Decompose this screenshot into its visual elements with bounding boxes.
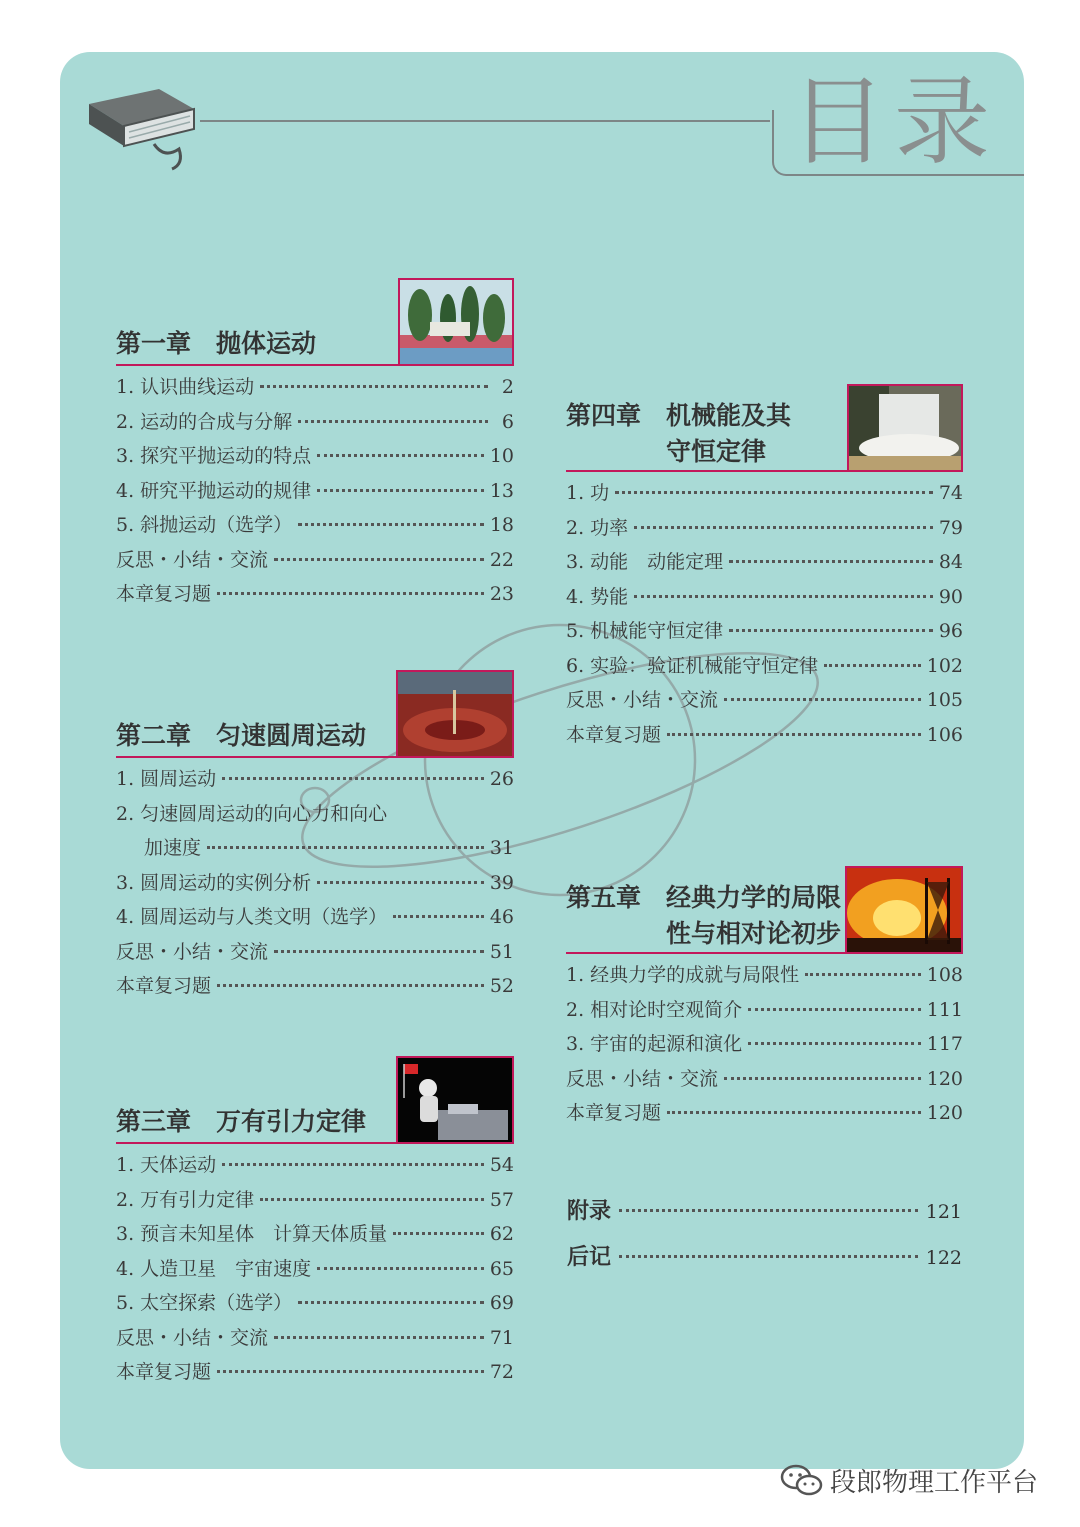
chapter-header <box>116 1056 514 1144</box>
chapter-header <box>566 384 963 472</box>
chapter-3 <box>116 1056 514 1392</box>
afterword-label: 后记 <box>567 1245 612 1270</box>
toc-item[interactable]: 3. 探究平抛运动的特点 10 <box>116 445 514 467</box>
chapter-2 <box>116 670 514 1006</box>
chapter-photo-hourglass <box>845 866 963 954</box>
toc-item[interactable]: 1. 天体运动 54 <box>116 1154 514 1176</box>
toc-item[interactable]: 1. 功 74 <box>566 482 963 504</box>
toc-item[interactable]: 反思・小结・交流 71 <box>116 1326 514 1349</box>
afterword-entry[interactable] <box>567 1240 962 1271</box>
toc-item[interactable]: 1. 圆周运动 26 <box>116 768 514 790</box>
toc-item[interactable]: 3. 动能 动能定理 84 <box>566 551 963 573</box>
chapter-title: 第五章 经典力学的局限 性与相对论初步 <box>566 883 842 948</box>
chapter-item-list <box>116 1150 514 1392</box>
chapter-photo-garden <box>398 278 514 366</box>
chapter-title: 第一章 抛体运动 <box>116 329 317 358</box>
watermark <box>780 1462 1038 1499</box>
chapter-header <box>116 276 514 366</box>
toc-item[interactable]: 5. 太空探索（选学） 69 <box>116 1292 514 1314</box>
book-icon <box>84 84 204 174</box>
toc-item[interactable]: 4. 人造卫星 宇宙速度 65 <box>116 1257 514 1280</box>
toc-item[interactable]: 5. 机械能守恒定律 96 <box>566 620 963 642</box>
toc-item[interactable]: 3. 预言未知星体 计算天体质量 62 <box>116 1223 514 1245</box>
toc-item[interactable]: 反思・小结・交流 120 <box>566 1067 963 1090</box>
chapter-header <box>116 670 514 758</box>
toc-item[interactable]: 4. 势能 90 <box>566 585 963 608</box>
toc-item[interactable]: 2. 运动的合成与分解 6 <box>116 410 514 433</box>
chapter-1 <box>116 276 514 614</box>
appendix-label: 附录 <box>567 1199 612 1224</box>
appendix-entry[interactable] <box>567 1194 962 1225</box>
toc-item[interactable]: 3. 宇宙的起源和演化 117 <box>566 1033 963 1055</box>
wechat-icon <box>780 1463 824 1499</box>
toc-item[interactable]: 1. 经典力学的成就与局限性 108 <box>566 964 963 986</box>
chapter-title: 第四章 机械能及其 守恒定律 <box>566 401 792 466</box>
toc-item[interactable]: 反思・小结・交流 105 <box>566 689 963 711</box>
chapter-header <box>566 866 963 954</box>
toc-item[interactable]: 反思・小结・交流 51 <box>116 940 514 963</box>
page-title: 目录 <box>790 66 998 178</box>
toc-item[interactable]: 本章复习题 72 <box>116 1361 514 1383</box>
toc-item[interactable]: 2. 万有引力定律 57 <box>116 1188 514 1211</box>
toc-item[interactable]: 本章复习题 52 <box>116 975 514 997</box>
chapter-photo-astronaut <box>396 1056 514 1144</box>
toc-item[interactable]: 反思・小结・交流 22 <box>116 548 514 571</box>
header-rule <box>200 120 770 122</box>
watermark-text: 段郎物理工作平台 <box>830 1468 1039 1498</box>
toc-item[interactable]: 4. 研究平抛运动的规律 13 <box>116 479 514 502</box>
toc-item[interactable]: 本章复习题 120 <box>566 1102 963 1124</box>
chapter-title: 第二章 匀速圆周运动 <box>116 721 367 750</box>
toc-item[interactable]: 1. 认识曲线运动 2 <box>116 376 514 398</box>
chapter-item-list <box>566 478 963 754</box>
chapter-item-list <box>566 960 963 1133</box>
chapter-5 <box>566 866 963 1133</box>
chapter-title: 第三章 万有引力定律 <box>116 1107 367 1136</box>
appendix-page: 121 <box>925 1201 962 1223</box>
toc-item[interactable]: 3. 圆周运动的实例分析 39 <box>116 871 514 894</box>
chapter-item-list <box>116 372 514 614</box>
toc-item[interactable]: 4. 圆周运动与人类文明（选学） 46 <box>116 906 514 928</box>
chapter-photo-stadium <box>396 670 514 758</box>
chapter-4 <box>566 384 963 754</box>
toc-item[interactable]: 6. 实验：验证机械能守恒定律 102 <box>566 654 963 677</box>
toc-item[interactable]: 本章复习题 23 <box>116 583 514 605</box>
toc-item[interactable]: 加速度 31 <box>144 837 514 859</box>
toc-item[interactable]: 2. 功率 79 <box>566 516 963 539</box>
afterword-page: 122 <box>925 1247 962 1269</box>
toc-item[interactable]: 本章复习题 106 <box>566 723 963 746</box>
chapter-photo-waterfall <box>847 384 963 472</box>
toc-item[interactable]: 5. 斜抛运动（选学） 18 <box>116 514 514 536</box>
chapter-item-list <box>116 764 514 1006</box>
toc-item[interactable]: 2. 相对论时空观简介 111 <box>566 998 963 1021</box>
toc-item[interactable]: 2. 匀速圆周运动的向心力和向心 <box>116 802 388 825</box>
